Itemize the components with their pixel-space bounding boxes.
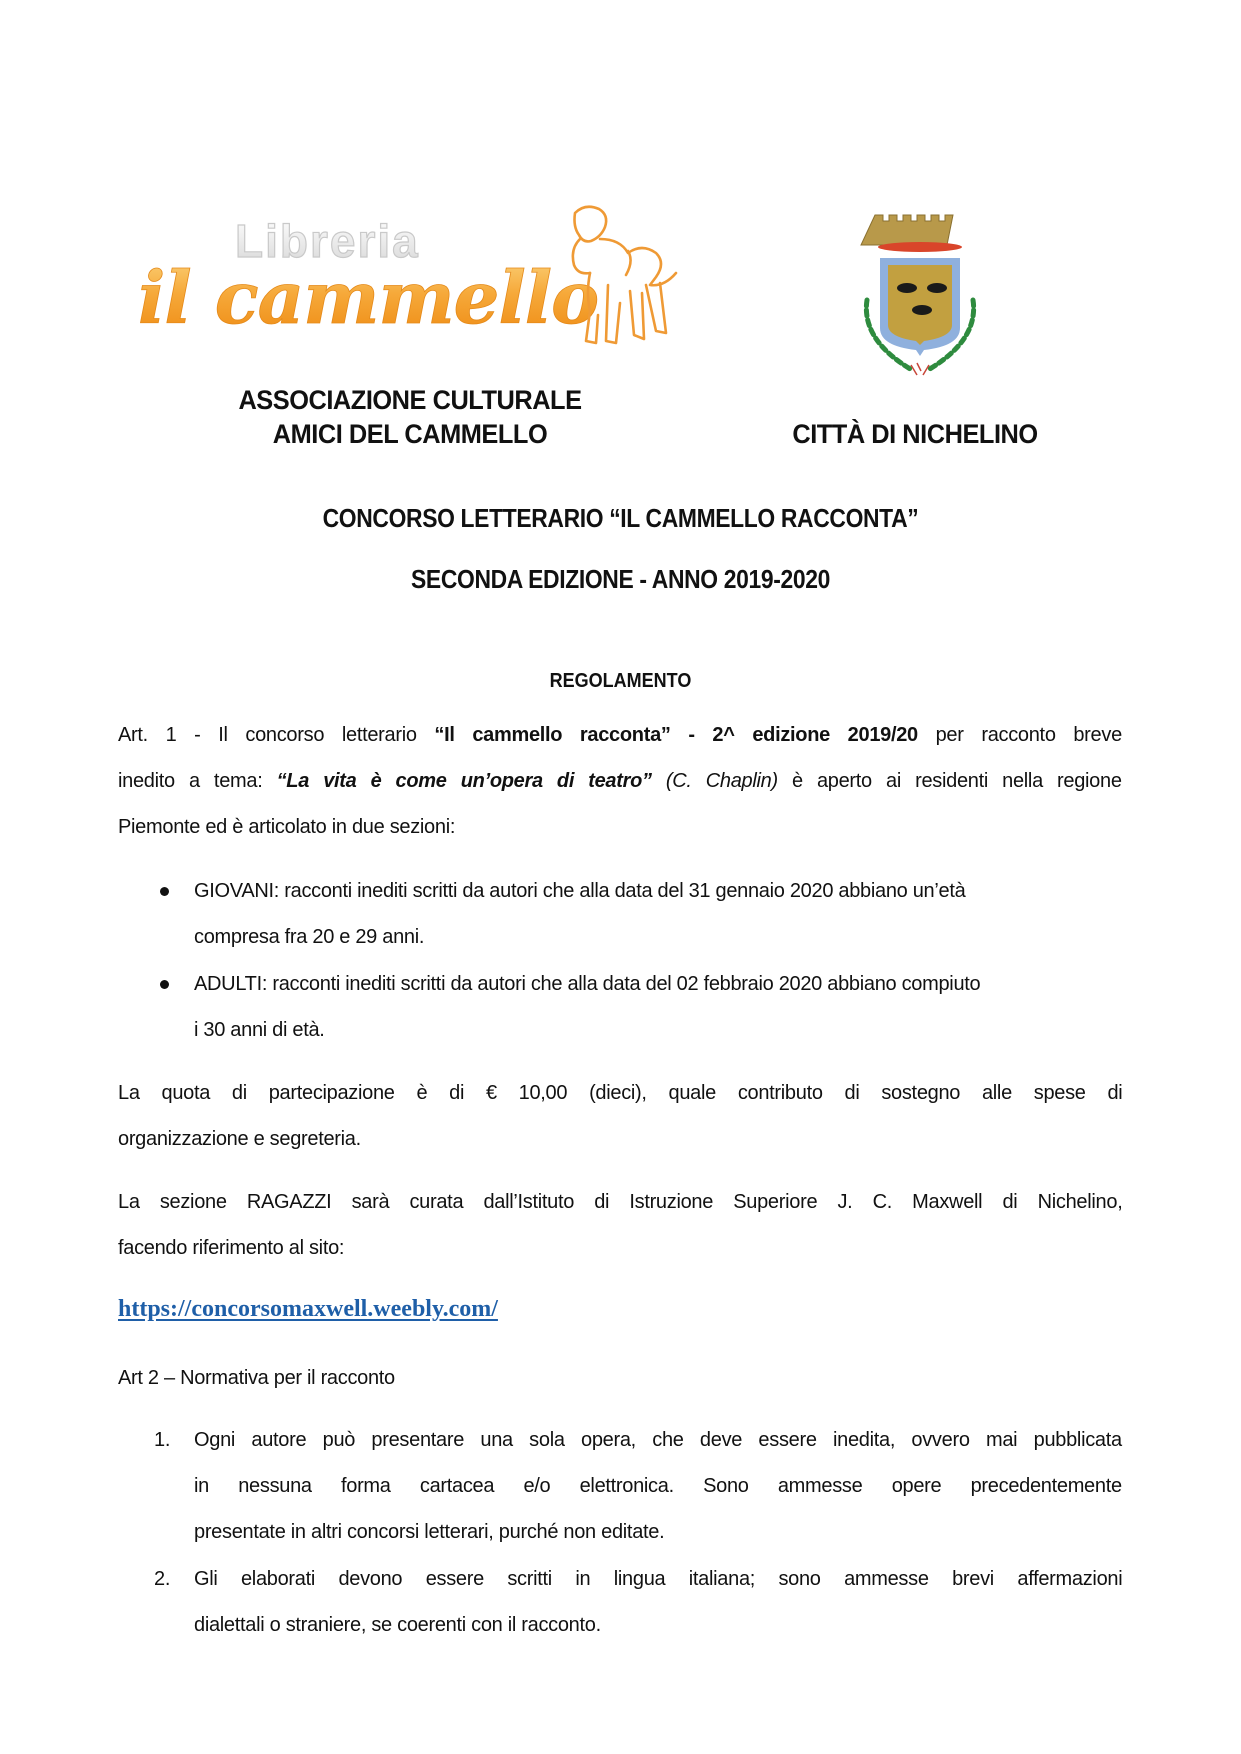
bullet-icon [160, 887, 169, 896]
art1-text: è aperto ai residenti nella regione [777, 770, 1122, 792]
item-text: Ogni autore può presentare una sola opera, che deve essere inedita, ovvero mai pubblicata [194, 1429, 1122, 1451]
association-name-line2: AMICI DEL CAMMELLO [272, 419, 548, 449]
item-text: presentate in altri concorsi letterari, purché non editate. [194, 1521, 665, 1543]
libreria-il-cammello-logo [130, 195, 700, 365]
item-text: in nessuna forma cartacea e/o elettronica. Sono ammesse opere precedentemente [194, 1475, 1122, 1497]
quote-author: (C. Chaplin) [651, 770, 778, 792]
fee-text: organizzazione e segreteria. [118, 1128, 361, 1150]
edition-title: SECONDA EDIZIONE - ANNO 2019-2020 [411, 564, 830, 594]
item-number: 1. [154, 1429, 171, 1451]
city-name: CITTÀ DI NICHELINO [792, 419, 1038, 449]
ragazzi-text: La sezione RAGAZZI sarà curata dall’Istituto di Istruzione Superiore J. C. Maxwell di Nichelino, [118, 1191, 1123, 1213]
list-item-text: compresa fra 20 e 29 anni. [194, 926, 425, 948]
crown-icon [861, 215, 962, 252]
contest-title: CONCORSO LETTERARIO “IL CAMMELLO RACCONTA” [322, 503, 919, 533]
art1-text: inedito a tema: [118, 770, 277, 792]
art1-text: Art. 1 - Il concorso letterario [118, 724, 435, 746]
item-text: dialettali o straniere, se coerenti con il racconto. [194, 1614, 601, 1636]
section-heading-regolamento: REGOLAMENTO [549, 670, 692, 692]
city-coat-of-arms [845, 195, 995, 380]
ragazzi-paragraph [118, 1179, 1122, 1271]
bullet-icon [160, 980, 169, 989]
art2-heading-text: Art 2 – Normativa per il racconto [118, 1367, 395, 1389]
art1-paragraph [118, 712, 1122, 850]
list-item-text: GIOVANI: racconti inediti scritti da autori che alla data del 31 gennaio 2020 abbiano un’età [194, 880, 966, 902]
list-item-text: i 30 anni di età. [194, 1019, 325, 1041]
art2-heading [118, 1355, 1122, 1401]
contest-name-bold: “Il cammello racconta” - 2^ edizione 2019/20 [434, 724, 918, 746]
svg-text:il cammello: il cammello [138, 255, 599, 340]
fee-text: La quota di partecipazione è di € 10,00 (dieci), quale contributo di sostegno alle spese di [118, 1082, 1123, 1104]
ragazzi-text: facendo riferimento al sito: [118, 1237, 345, 1259]
item-text: Gli elaborati devono essere scritti in lingua italiana; sono ammesse brevi affermazioni [194, 1568, 1123, 1590]
svg-text:Libreria: Libreria [235, 215, 420, 267]
contest-website-link[interactable]: https://concorsomaxwell.weebly.com/ [118, 1296, 498, 1322]
fee-paragraph [118, 1070, 1122, 1162]
list-item-text: ADULTI: racconti inediti scritti da autori che alla data del 02 febbraio 2020 abbiano compiuto [194, 973, 981, 995]
theme-quote: “La vita è come un’opera di teatro” [276, 770, 652, 792]
association-name [203, 383, 617, 451]
city-coat-of-arms-icon [845, 195, 995, 380]
camel-mascot-icon [130, 195, 700, 365]
art1-text: Piemonte ed è articolato in due sezioni: [118, 816, 456, 838]
association-name-line1: ASSOCIAZIONE CULTURALE [238, 385, 582, 415]
item-number: 2. [154, 1568, 171, 1590]
art1-text: per racconto breve [917, 724, 1122, 746]
